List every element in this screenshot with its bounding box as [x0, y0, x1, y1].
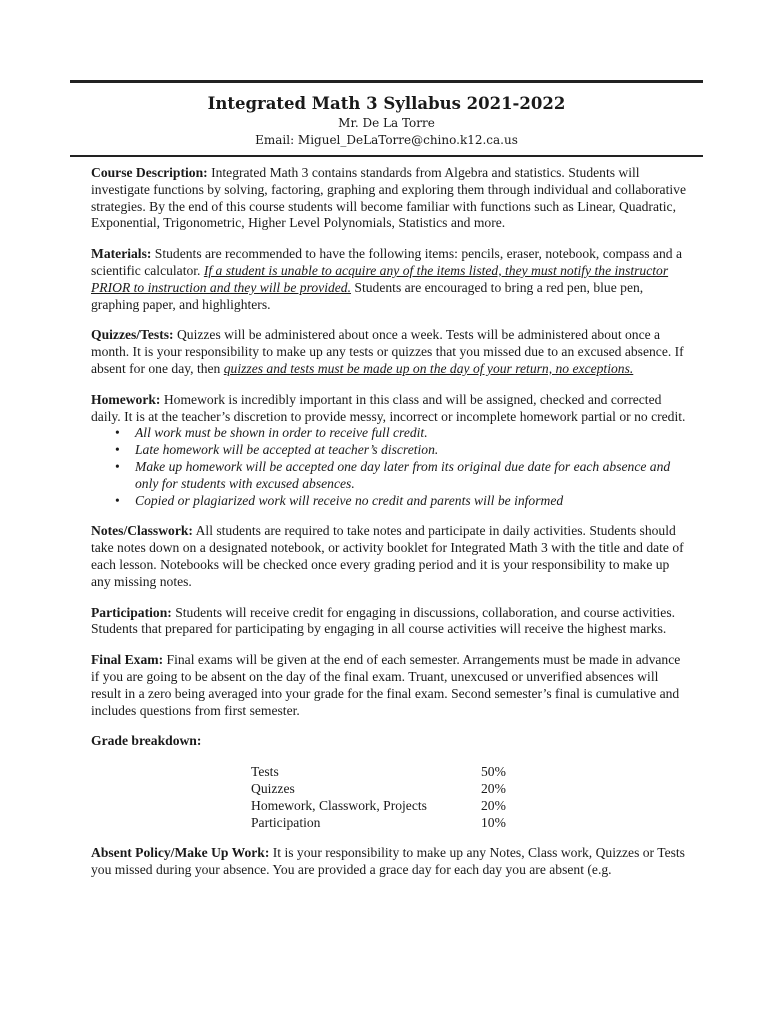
homework-heading: Homework: [91, 391, 161, 407]
homework-section [91, 392, 691, 426]
table-row [251, 798, 506, 815]
course-description-section [91, 165, 691, 232]
materials-text: Students are recommended to have the following items: pencils, eraser, notebook, compass and a scientific calculator. [91, 246, 682, 278]
participation-heading: Participation: [91, 604, 172, 620]
table-row [251, 815, 506, 832]
grade-percent: 20% [481, 797, 506, 813]
course-description-heading: Course Description: [91, 165, 208, 180]
grade-breakdown-heading: Grade breakdown: [91, 733, 202, 749]
quizzes-tests-text: Quizzes will be administered about once a week. Tests will be administered about once a month. It is your responsibility to make up any tests or quizzes that you missed due to an excused absence. If absent for one day, then [91, 327, 684, 376]
list-item: • All work must be shown in order to receive full credit. [135, 425, 691, 442]
list-item: • Late homework will be accepted at teacher’s discretion. [135, 442, 691, 459]
quizzes-tests-emphasis: quizzes and tests must be made up on the day of your return, no exceptions. [223, 360, 634, 376]
table-row [251, 781, 506, 798]
notes-classwork-text: All students are required to take notes and participate in daily activities. Students should take notes down on a designated notebook, or activity booklet for Integrated Math 3 with the title and date of each lesson. Notebooks will be checked once every grading period and it is your responsibility to make up any missing notes. [91, 523, 684, 589]
participation-section [91, 605, 691, 639]
absent-policy-heading: Absent Policy/Make Up Work: [91, 845, 270, 861]
materials-heading: Materials: [91, 246, 152, 262]
syllabus-body [91, 165, 691, 893]
table-row [251, 764, 506, 781]
final-exam-heading: Final Exam: [91, 652, 164, 668]
grade-percent: 20% [481, 780, 506, 796]
grade-category: Quizzes [251, 780, 295, 796]
materials-section [91, 246, 691, 313]
course-description-text: Integrated Math 3 contains standards from Algebra and statistics. Students will investigate functions by solving, factoring, graphing and exploring them through individual and collaborative strategies. By the end of this course students will become familiar with functions such as Linear, Quadratic, Exponential, Trigonometric, Higher Level Polynomials, Statistics and more. [91, 165, 686, 231]
homework-rules-list [91, 425, 691, 509]
list-item: • Copied or plagiarized work will receive no credit and parents will be informed [135, 493, 691, 510]
absent-policy-section [91, 845, 691, 879]
syllabus-header [70, 93, 703, 149]
notes-classwork-section [91, 523, 691, 590]
quizzes-tests-section [91, 327, 691, 377]
teacher-name: Mr. De La Torre [338, 116, 435, 130]
top-rule [70, 80, 703, 83]
notes-classwork-heading: Notes/Classwork: [91, 523, 193, 539]
quizzes-tests-heading: Quizzes/Tests: [91, 327, 174, 343]
teacher-email: Email: Miguel_DeLaTorre@chino.k12.ca.us [255, 133, 518, 147]
final-exam-section [91, 652, 691, 719]
grade-breakdown-table [251, 764, 506, 831]
final-exam-text: Final exams will be given at the end of each semester. Arrangements must be made in advance if you are going to be absent on the day of the final exam. Truant, unexcused or unverified absences will result in a zero being averaged into your grade for the final exam. Second semester’s final is cumulative and includes questions from first semester. [91, 652, 681, 718]
page-title: Integrated Math 3 Syllabus 2021-2022 [207, 94, 566, 113]
materials-emphasis: If a student is unable to acquire any of the items listed, they must notify the instructor PRIOR to instruction and they will be provided. [91, 262, 669, 295]
grade-category: Participation [251, 814, 321, 830]
header-rule [70, 155, 703, 157]
grade-category: Tests [251, 764, 279, 780]
absent-policy-text: It is your responsibility to make up any Notes, Class work, Quizzes or Tests you missed during your absence. You are provided a grace day for each day you are absent (e.g. [91, 845, 685, 878]
grade-percent: 50% [481, 764, 506, 780]
grade-percent: 10% [481, 814, 506, 830]
grade-category: Homework, Classwork, Projects [251, 797, 427, 813]
homework-text: Homework is incredibly important in this class and will be assigned, checked and corrected daily. It is at the teacher’s discretion to provide messy, incorrect or incomplete homework partial or no credit. [91, 391, 686, 424]
materials-text-2: Students are encouraged to bring a red pen, blue pen, graphing paper, and highlighters. [91, 279, 644, 312]
list-item: • Make up homework will be accepted one day later from its original due date for each absence and only for students with excused absences. [135, 459, 691, 493]
participation-text: Students will receive credit for engaging in discussions, collaboration, and course activities. Students that prepared for participating by engaging in all course activities will receive the highest marks. [91, 604, 676, 637]
